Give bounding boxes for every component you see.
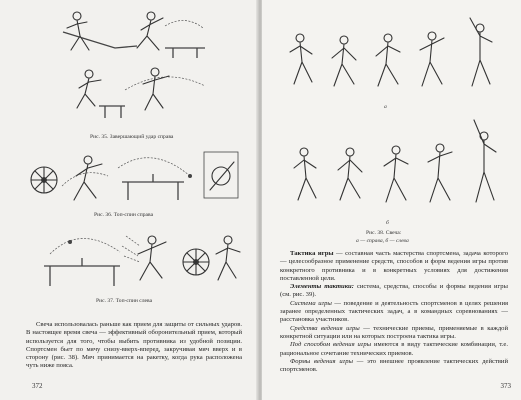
wheel-diagram [183, 249, 209, 275]
table-diagram [44, 238, 120, 286]
term-elements: Элементы тактики: [290, 283, 354, 291]
player-figure [137, 12, 205, 58]
player-figure [294, 148, 316, 200]
paragraph-system [280, 300, 508, 325]
ball-diagram [204, 152, 238, 198]
paragraph-text: — технические приемы, применяемые в каждой конкретной ситуации или на которых построена тактика игры. [280, 324, 508, 340]
paragraph-text: система, средства, способы и формы ведения игры (см. рис. 39). [280, 283, 508, 299]
term-forms: Формы ведения игры [290, 357, 354, 365]
table-diagram [118, 158, 192, 200]
figure-38b-illustration [284, 112, 509, 220]
term-means: Средства ведения игры [290, 324, 360, 332]
player-figure [420, 32, 444, 86]
body-text-left [26, 321, 242, 371]
figure-37-illustration [40, 228, 250, 296]
paragraph-elements [280, 283, 508, 300]
page-number-left: 372 [32, 382, 43, 390]
player-figure [474, 120, 496, 202]
player-figure [384, 146, 408, 202]
figure-36-caption: Рис. 36. Топ-спин справа [94, 212, 154, 218]
player-figure [216, 236, 240, 280]
player-figure [125, 68, 205, 110]
player-figure [63, 12, 137, 50]
figure-38-label-b: б [386, 220, 389, 226]
wheel-diagram [31, 167, 57, 193]
player-figure [470, 18, 492, 86]
figure-36-illustration [22, 146, 242, 212]
figure-38-label-a: а [384, 104, 387, 110]
player-figure [290, 34, 312, 84]
figure-35-illustration [55, 6, 215, 132]
player-figure [62, 156, 108, 200]
left-page [0, 0, 258, 400]
paragraph-text: — составная часть мастерства спортсмена, задача которого — целесообразное применение средств, способов и форм ведения игры против конкретного противника и в конкретных условиях для достижения поставленной цели. [280, 250, 508, 282]
paragraph-tactics [280, 250, 508, 283]
page-number-right: 373 [500, 382, 511, 390]
paragraph-text: — это внешнее проявление тактических действий спортсменов. [280, 357, 508, 374]
paragraph-forms [280, 358, 508, 375]
player-figure [338, 148, 362, 200]
paragraph-text: имеются в виду тактические комбинации, т.е. рациональное сочетание технических приемов. [280, 341, 508, 357]
body-text-right [280, 250, 508, 374]
paragraph-means [280, 325, 508, 342]
player-figure [428, 144, 452, 202]
term-system: Система игры [290, 299, 332, 307]
figure-35-caption: Рис. 35. Завершающий удар справа [90, 134, 174, 140]
player-figure [332, 36, 356, 86]
figure-38-subcaption: а — справа, б — слева [356, 238, 409, 244]
figure-38-caption: Рис. 38. Свеча: [366, 230, 402, 236]
player-figure [376, 34, 400, 86]
term-method: Под способом ведения игры [290, 341, 372, 349]
term-tactics: Тактика игры [290, 250, 334, 257]
right-page [262, 0, 521, 400]
figure-37-caption: Рис. 37. Топ-спин слева [96, 298, 153, 304]
player-figure [122, 236, 166, 280]
paragraph-method [280, 341, 508, 358]
paragraph-text: — поведение и деятельность спортсменов в целях решения заранее определенных тактических задач, а в командных соревнованиях — расстановка участников. [280, 299, 509, 324]
figure-38a-illustration [284, 8, 509, 104]
player-figure [77, 70, 125, 118]
paragraph-svecha: Свеча использовалась раньше как прием для защиты от сильных ударов. В настоящее время свеча — эффективный оборонительный прием, который используется для того, чтобы выбить противника из удобной позиции. Спортсмен бьет по мячу снизу-вверх-вперед, закручивая мяч вверх и в сторону (рис. 38). Мяч принимается на ракетку, когда рука расположена чуть ниже пояса. [26, 321, 242, 370]
